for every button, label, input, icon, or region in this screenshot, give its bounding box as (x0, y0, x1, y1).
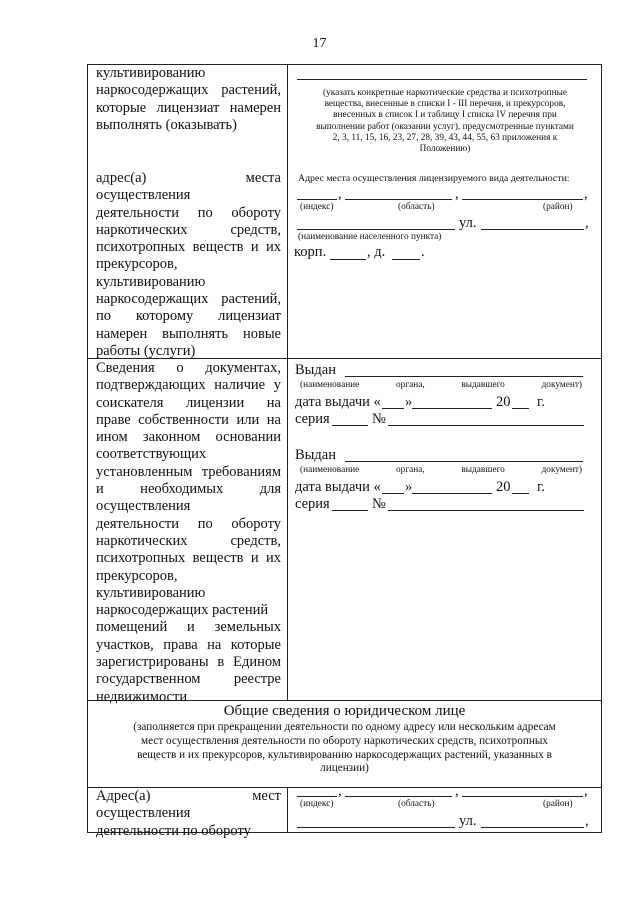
corp-label: корп. (294, 244, 327, 260)
street-label: ул. (459, 215, 477, 231)
region-caption: (область) (398, 799, 435, 809)
date-close-quote: » (405, 394, 413, 410)
documents-label: Сведения о документах, подтверждающих наличие у соискателя лицензии на праве собственности или на ином законном основании соответствующих установленным требованиям и необходимых для осуществления деятельности по обороту наркотических средств, психотропных веществ и их прекурсоров, культивированию наркосодержащих растений помещений и земельных участков, права на которые зарегистрированы в Едином государственном реестре недвижимости (96, 360, 281, 705)
table-right-border (601, 64, 602, 832)
house-label: , д. (367, 244, 386, 260)
column-divider (287, 787, 288, 832)
number-input[interactable] (388, 425, 584, 426)
district-caption: (район) (543, 202, 573, 212)
date-close-quote: » (405, 479, 413, 495)
day-input[interactable] (382, 408, 404, 409)
index-caption: (индекс) (300, 202, 334, 212)
activities-label: культивированию наркосодержащих растений, которые лицензиат намерен выполнять (оказывать) (96, 65, 281, 133)
comma: , (585, 215, 589, 231)
issue-date-label: дата выдачи « (295, 394, 381, 410)
legal-entity-title: Общие сведения о юридическом лице (223, 703, 466, 719)
termination-address-label: Адрес(а) мест осуществления деятельности по обороту (96, 788, 281, 839)
activities-note: (указать конкретные наркотические средства и психотропные вещества, внесенные в списки I - III перечня, и прекурсоров, внесенных в список I и таблицу I списка IV перечня при выполнении работ (оказании услуг), предусмотренные пунктами 2, 3, 11, 15, 16, 23, 27, 28, 39, 43, 44, 55, 63 приложения к Положению) (316, 88, 574, 155)
year-input[interactable] (512, 408, 529, 409)
number-input[interactable] (388, 510, 584, 511)
address-header: Адрес места осуществления лицензируемого вида деятельности: (298, 173, 570, 184)
new-works-address-label: адрес(а) места осуществления деятельности по обороту наркотических средств, психотропных веществ и их прекурсоров, культивированию наркосодержащих растений, по которому лицензиат намерен выполнять новые работы (услуги) (96, 170, 281, 359)
comma: , (455, 783, 459, 799)
month-input[interactable] (412, 493, 492, 494)
issuer-input[interactable] (345, 461, 583, 462)
year-input[interactable] (512, 493, 529, 494)
settlement-caption: (наименование населенного пункта) (298, 232, 442, 242)
street-input[interactable] (481, 827, 584, 828)
day-input[interactable] (382, 493, 404, 494)
street-input[interactable] (481, 229, 584, 230)
street-label: ул. (459, 813, 477, 829)
series-label: серия (295, 496, 330, 512)
issuer-caption: (наименование органа, выдавшего документ) (300, 380, 582, 390)
legal-entity-note: (заполняется при прекращении деятельности по одному адресу или нескольким адресам мест осуществления деятельности по обороту наркотических средств, психотропных веществ и их прекурсоров, культивированию наркосодержащих растений, указанных в лицензии) (133, 721, 556, 775)
comma: , (338, 783, 342, 799)
page-number: 17 (312, 36, 327, 51)
settlement-input[interactable] (297, 827, 455, 828)
year-prefix: 20 (496, 394, 511, 410)
month-input[interactable] (412, 408, 492, 409)
number-label: № (372, 496, 386, 512)
district-caption: (район) (543, 799, 573, 809)
series-label: серия (295, 411, 330, 427)
issued-label: Выдан (295, 447, 336, 463)
index-input[interactable] (297, 796, 337, 797)
activities-fill-line[interactable] (297, 79, 587, 80)
settlement-input[interactable] (297, 229, 455, 230)
comma: , (455, 186, 459, 202)
house-input[interactable] (392, 259, 420, 260)
year-suffix: г. (537, 479, 545, 495)
series-input[interactable] (332, 510, 368, 511)
district-input[interactable] (462, 796, 583, 797)
column-divider (287, 64, 288, 700)
issuer-input[interactable] (345, 376, 583, 377)
year-suffix: г. (537, 394, 545, 410)
comma: , (338, 186, 342, 202)
district-input[interactable] (462, 199, 583, 200)
corp-input[interactable] (330, 259, 366, 260)
region-input[interactable] (345, 796, 452, 797)
number-label: № (372, 411, 386, 427)
issued-label: Выдан (295, 362, 336, 378)
issuer-caption: (наименование органа, выдавшего документ) (300, 465, 582, 475)
series-input[interactable] (332, 425, 368, 426)
year-prefix: 20 (496, 479, 511, 495)
comma: , (584, 186, 588, 202)
region-input[interactable] (345, 199, 452, 200)
issue-date-label: дата выдачи « (295, 479, 381, 495)
period: . (421, 244, 425, 260)
comma: , (584, 783, 588, 799)
region-caption: (область) (398, 202, 435, 212)
index-input[interactable] (297, 199, 337, 200)
index-caption: (индекс) (300, 799, 334, 809)
comma: , (585, 813, 589, 829)
